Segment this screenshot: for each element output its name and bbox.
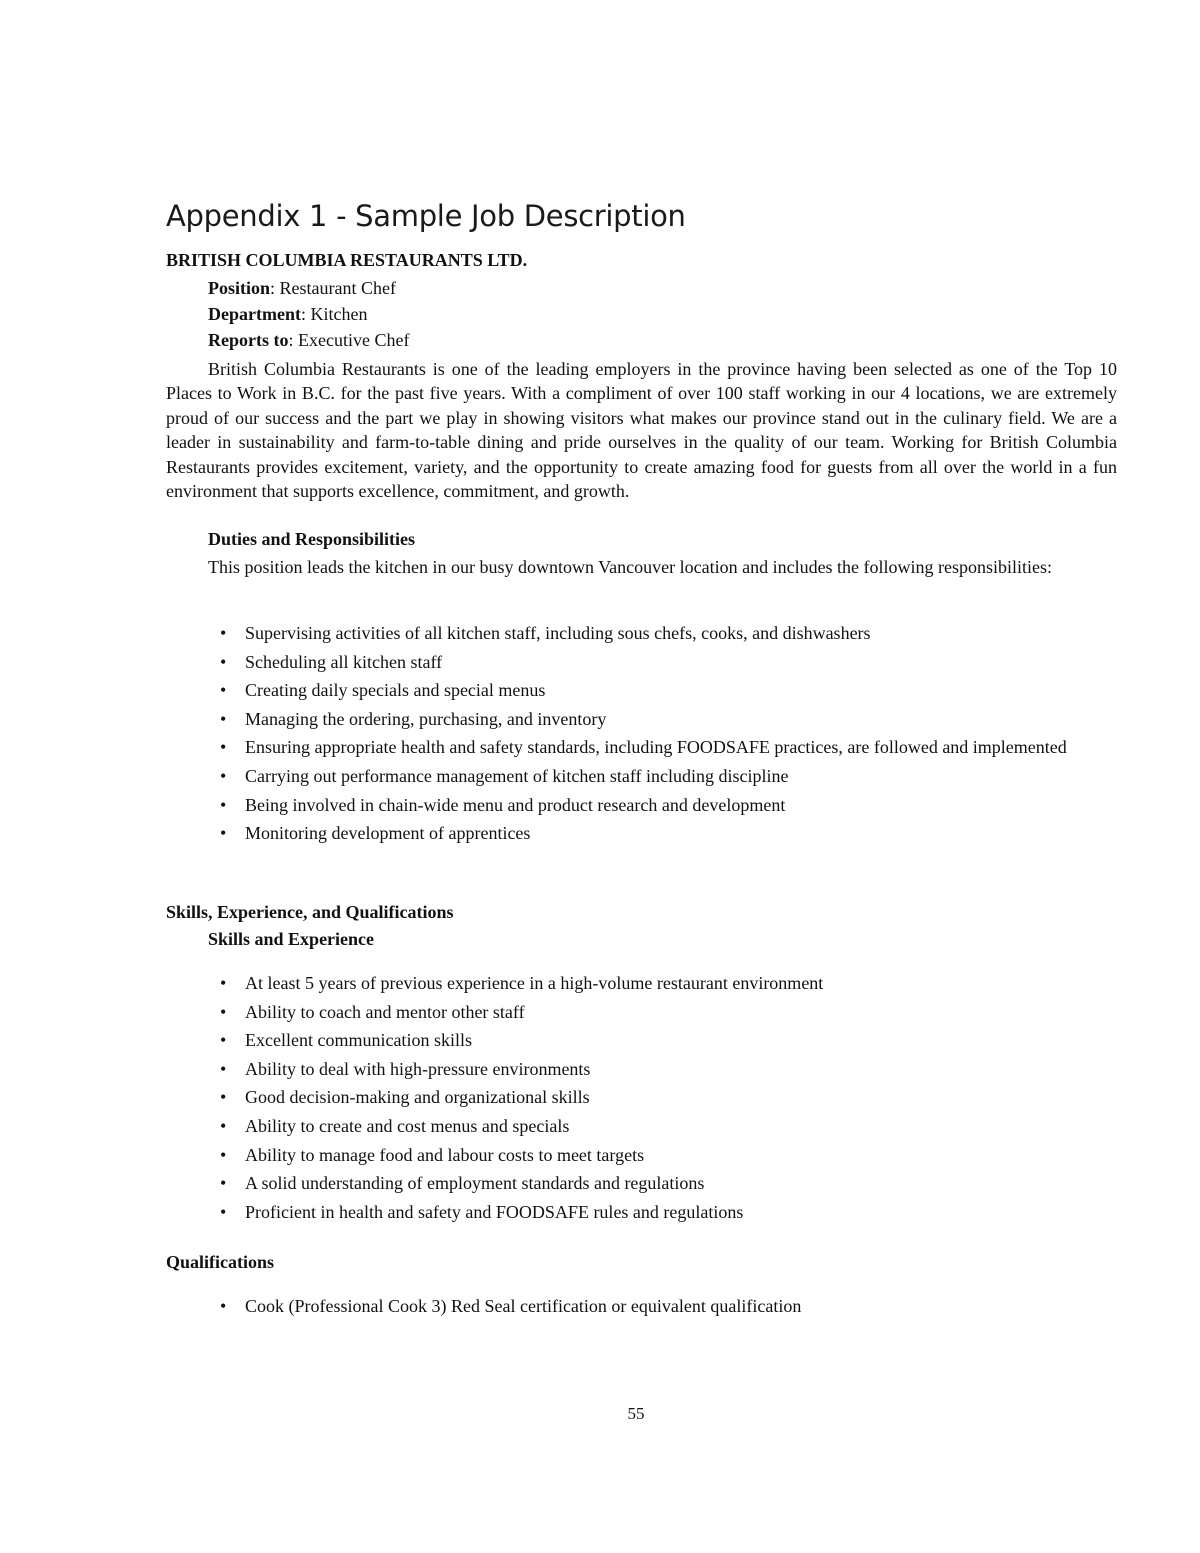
page-title: Appendix 1 - Sample Job Description xyxy=(166,199,686,233)
list-item: • Good decision-making and organizational skills xyxy=(245,1083,1105,1112)
list-item: • Monitoring development of apprentices xyxy=(245,819,1105,848)
department-value: : Kitchen xyxy=(300,304,368,324)
page-number: 55 xyxy=(627,1404,645,1423)
list-item: • Being involved in chain-wide menu and product research and development xyxy=(245,791,1105,820)
intro-paragraph: British Columbia Restaurants is one of the leading employers in the province having been selected as one of the Top 10 Places to Work in B.C. for the past five years. With a compliment of over 100 staff working in our 4 locations, we are extremely proud of our success and the part we play in showing visitors what makes our province stand out in the culinary field. We are a leader in sustainability and farm-to-table dining and pride ourselves in the quality of our team. Working for British Columbia Restaurants provides excitement, variety, and the opportunity to create amazing food for guests from all over the world in a fun environment that supports excellence, commitment, and growth. xyxy=(166,359,1117,502)
list-item: • Managing the ordering, purchasing, and inventory xyxy=(245,705,1105,734)
position-label: Position xyxy=(208,278,271,298)
reports-to-label: Reports to xyxy=(208,330,289,350)
duties-list xyxy=(245,619,1105,848)
department-label: Department xyxy=(208,304,301,324)
position-value: : Restaurant Chef xyxy=(270,278,396,298)
list-item: • Ensuring appropriate health and safety standards, including FOODSAFE practices, are followed and implemented xyxy=(245,733,1105,762)
company-name: BRITISH COLUMBIA RESTAURANTS LTD. xyxy=(166,250,528,270)
qualifications-heading: Qualifications xyxy=(166,1252,275,1272)
list-item: • Cook (Professional Cook 3) Red Seal certification or equivalent qualification xyxy=(245,1292,1105,1321)
duties-paragraph: This position leads the kitchen in our busy downtown Vancouver location and includes the following responsibilities: xyxy=(208,557,1053,577)
list-item: • Creating daily specials and special menus xyxy=(245,676,1105,705)
list-item: • Ability to deal with high-pressure environments xyxy=(245,1055,1105,1084)
list-item: • Supervising activities of all kitchen staff, including sous chefs, cooks, and dishwashers xyxy=(245,619,1105,648)
reports-to-field xyxy=(208,330,409,351)
qualifications-list xyxy=(245,1292,1105,1321)
list-item: • Excellent communication skills xyxy=(245,1026,1105,1055)
reports-to-value: : Executive Chef xyxy=(288,330,410,350)
list-item: • Ability to create and cost menus and specials xyxy=(245,1112,1105,1141)
skills-heading: Skills, Experience, and Qualifications xyxy=(166,902,454,922)
skills-subheading: Skills and Experience xyxy=(208,929,375,949)
list-item: • A solid understanding of employment standards and regulations xyxy=(245,1169,1105,1198)
list-item: • Proficient in health and safety and FOODSAFE rules and regulations xyxy=(245,1198,1105,1227)
list-item: • Ability to coach and mentor other staff xyxy=(245,998,1105,1027)
department-field xyxy=(208,304,367,325)
duties-heading: Duties and Responsibilities xyxy=(208,529,416,549)
position-field xyxy=(208,278,396,299)
list-item: • Scheduling all kitchen staff xyxy=(245,648,1105,677)
list-item: • Carrying out performance management of kitchen staff including discipline xyxy=(245,762,1105,791)
list-item: • At least 5 years of previous experience in a high-volume restaurant environment xyxy=(245,969,1105,998)
list-item: • Ability to manage food and labour costs to meet targets xyxy=(245,1141,1105,1170)
skills-list xyxy=(245,969,1105,1226)
